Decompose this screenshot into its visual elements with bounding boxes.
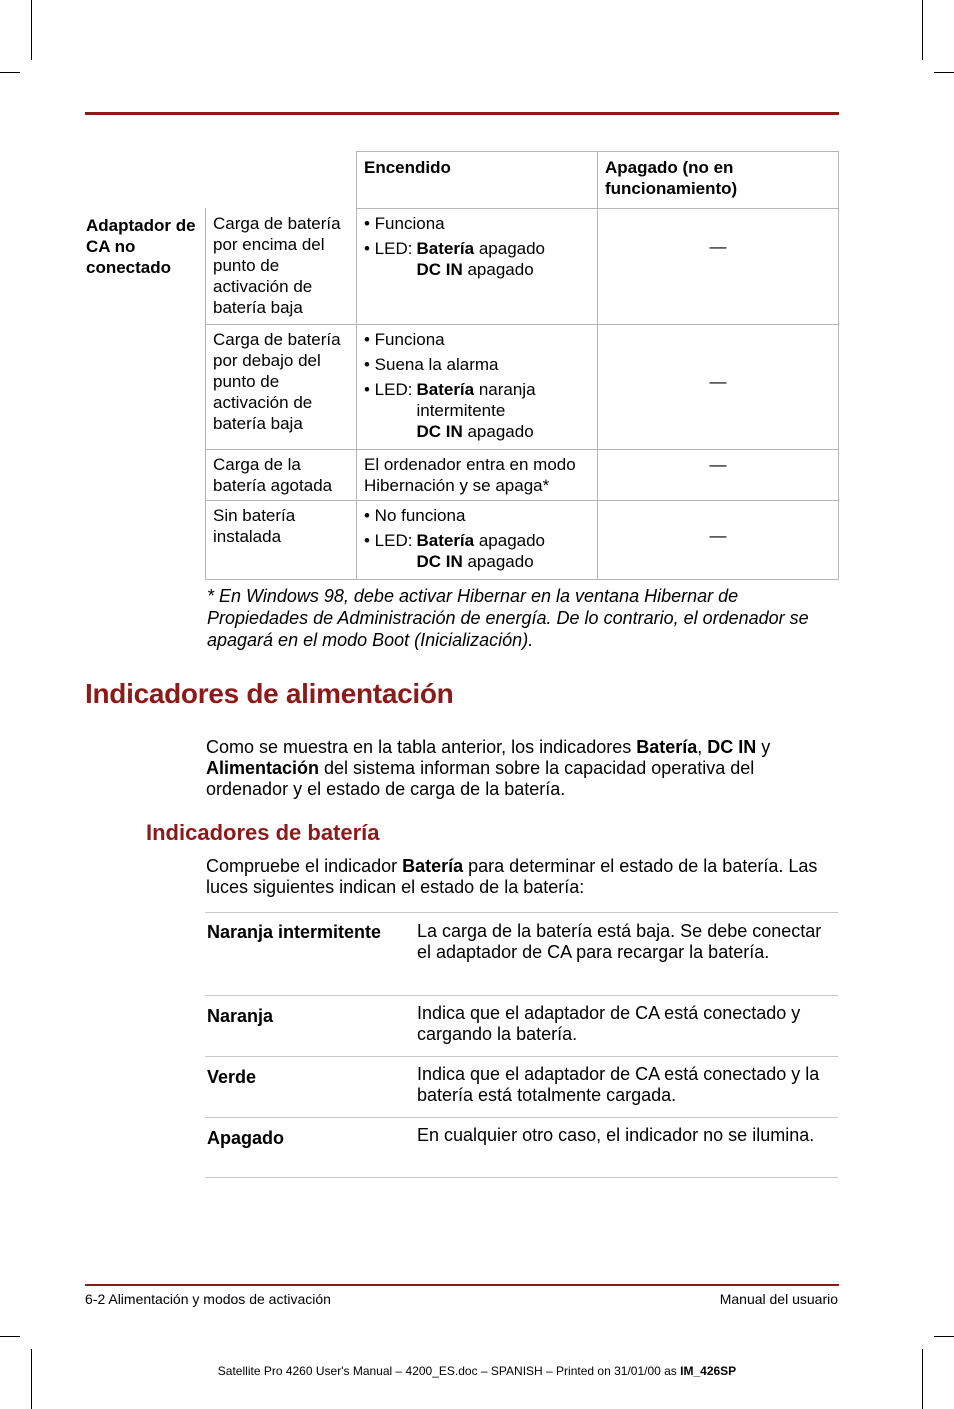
led-states [412, 530, 545, 572]
header-cell-on [356, 151, 598, 209]
led-line [364, 238, 590, 280]
header-off-label: Apagado (no en funcionamiento) [605, 158, 738, 198]
section-paragraph [206, 737, 838, 800]
off-cell [597, 500, 839, 580]
table-row [205, 1117, 838, 1177]
crop-mark [31, 1349, 32, 1409]
subsection-paragraph [206, 856, 838, 898]
paragraph-text: y [756, 737, 771, 757]
led-label: • LED: [364, 380, 413, 399]
table-row [205, 500, 357, 580]
off-dash: — [709, 455, 727, 474]
led-state: apagado [462, 552, 534, 571]
bullet-text: • Funciona [364, 330, 445, 349]
led-state: apagado [474, 531, 546, 550]
led-name: Batería [416, 239, 475, 258]
bold-term: DC IN [707, 737, 757, 757]
bold-term: Batería [636, 737, 698, 757]
led-name: DC IN [416, 422, 463, 441]
off-dash: — [709, 526, 727, 545]
led-states [412, 238, 545, 280]
condition-text: Sin batería instalada [213, 506, 296, 546]
on-cell [356, 324, 598, 450]
condition-text: Carga de batería por debajo del punto de activación de batería baja [213, 330, 341, 433]
crop-mark [0, 72, 20, 73]
led-state: naranja intermitente [416, 380, 536, 420]
crop-mark [31, 0, 32, 60]
bold-term: Alimentación [206, 758, 320, 778]
footer-manual-label: Manual del usuario [719, 1291, 838, 1307]
paragraph-text: del sistema informan sobre la capacidad operativa del ordenador y el estado de carga de la batería. [206, 758, 755, 799]
subsection-title: Indicadores de batería [146, 820, 380, 845]
footer-rule [85, 1284, 839, 1286]
group-label-cell [79, 208, 205, 283]
off-dash: — [709, 372, 727, 391]
led-line [364, 379, 590, 442]
led-state: apagado [462, 422, 534, 441]
footer-page-label: 6-2 Alimentación y modos de activación [85, 1291, 331, 1307]
led-state: apagado [474, 239, 546, 258]
indicator-desc: La carga de la batería está baja. Se debe conectar el adaptador de CA para recargar la batería. [417, 921, 822, 962]
bullet-text: • No funciona [364, 506, 466, 525]
crop-mark [934, 72, 954, 73]
print-info [0, 1364, 954, 1378]
on-cell [356, 449, 598, 501]
bullet-text: • Suena la alarma [364, 355, 499, 374]
led-name: DC IN [416, 552, 463, 571]
crop-mark [922, 1349, 923, 1409]
crop-mark [922, 0, 923, 60]
crop-mark [0, 1336, 20, 1337]
led-label: • LED: [364, 239, 413, 258]
on-text: El ordenador entra en modo Hibernación y se apaga* [364, 455, 576, 495]
led-states [412, 379, 590, 442]
paragraph-text: Como se muestra en la tabla anterior, los indicadores [206, 737, 637, 757]
indicator-label: Verde [207, 1067, 257, 1087]
header-on-label: Encendido [364, 158, 451, 177]
condition-text: Carga de la batería agotada [213, 455, 333, 495]
header-rule [85, 112, 839, 115]
on-cell [356, 208, 598, 325]
footnote: * En Windows 98, debe activar Hibernar en la ventana Hibernar de Propiedades de Administración de energía. De lo contrario, el ordenador se apagará en el modo Boot (Inicialización). [207, 586, 809, 650]
indicator-label: Apagado [207, 1128, 285, 1148]
table-row [205, 324, 357, 450]
bullet-text: • Funciona [364, 214, 445, 233]
indicator-label: Naranja intermitente [207, 922, 382, 942]
off-cell [597, 449, 839, 501]
paragraph-text: para determinar el estado de la batería. Las luces siguientes indican el estado de la batería: [206, 856, 818, 897]
led-name: Batería [416, 531, 475, 550]
print-code: IM_426SP [680, 1364, 737, 1378]
on-cell [356, 500, 598, 580]
led-name: Batería [416, 380, 475, 399]
indicator-label: Naranja [207, 1006, 274, 1026]
condition-text: Carga de batería por encima del punto de activación de batería baja [213, 214, 341, 317]
indicator-desc: Indica que el adaptador de CA está conectado y la batería está totalmente cargada. [417, 1064, 820, 1105]
indicator-desc: En cualquier otro caso, el indicador no se ilumina. [417, 1125, 815, 1145]
table-row [205, 208, 357, 325]
indicator-desc: Indica que el adaptador de CA está conectado y cargando la batería. [417, 1003, 801, 1044]
table-row [205, 995, 838, 1056]
led-state: apagado [462, 260, 534, 279]
off-cell [597, 208, 839, 325]
led-line [364, 530, 590, 572]
table-row [205, 1056, 838, 1117]
off-cell [597, 324, 839, 450]
table-row [205, 449, 357, 501]
header-cell-off [597, 151, 839, 209]
bold-term: Batería [402, 856, 464, 876]
group-label: Adaptador de CA no conectado [86, 216, 196, 277]
paragraph-text: , [697, 737, 708, 757]
section-title: Indicadores de alimentación [85, 678, 454, 709]
led-label: • LED: [364, 531, 413, 550]
table-bottom-rule [205, 1177, 838, 1178]
off-dash: — [709, 237, 727, 256]
led-name: DC IN [416, 260, 463, 279]
print-info-text: Satellite Pro 4260 User's Manual – 4200_ES.doc – SPANISH – Printed on 31/01/00 as [217, 1364, 681, 1378]
crop-mark [934, 1336, 954, 1337]
table-row [205, 912, 838, 995]
paragraph-text: Compruebe el indicador [206, 856, 403, 876]
